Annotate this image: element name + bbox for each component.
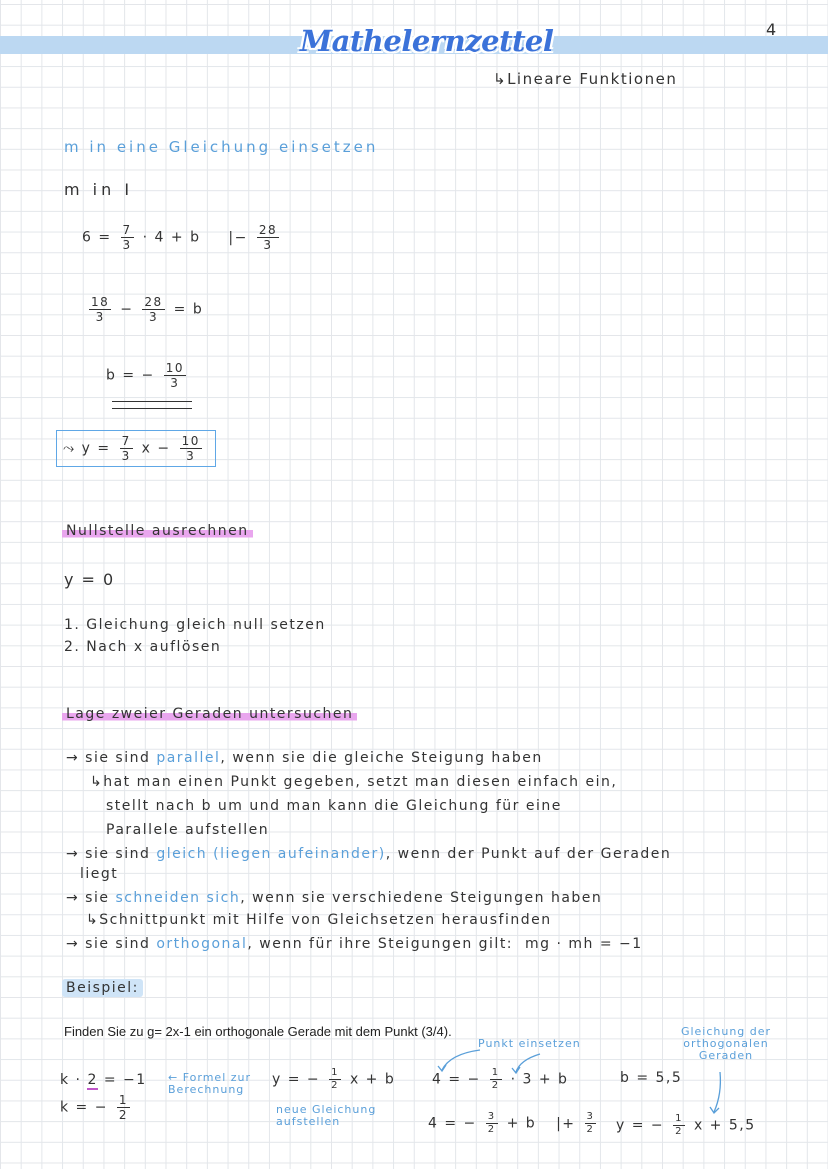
- result-box: [56, 430, 216, 467]
- eq1-right: · 4 + b: [142, 229, 201, 246]
- beispiel-label: Beispiel:: [62, 980, 143, 996]
- formel-note: ← Formel zur Berechnung: [168, 1071, 252, 1097]
- beispiel-task: Finden Sie zu g= 2x-1 ein orthogonale Gerade mit dem Punkt (3/4).: [64, 1024, 452, 1039]
- section-heading-lage: Lage zweier Geraden untersuchen: [62, 706, 357, 722]
- nullstelle-step-1: 1. Gleichung gleich null setzen: [64, 617, 326, 633]
- result-fraction-a: $\frac{7}{3}$: [121, 434, 131, 463]
- b-result: b = 5,5: [620, 1070, 683, 1086]
- gleichung-orthogonal-note: Gleichung der orthogonalen Geraden: [680, 1025, 772, 1063]
- point-equation-2: 4 = − $\frac{3}{2}$ + b |+ $\frac{3}{2}$: [428, 1111, 595, 1135]
- equation-3: [106, 362, 189, 389]
- neue-gleichung-note: neue Gleichung aufstellen: [276, 1103, 377, 1129]
- eq2-fraction-b: $\frac{28}{3}$: [144, 295, 163, 324]
- term-schneiden: schneiden sich: [115, 890, 241, 906]
- page-subtitle: ↳Lineare Funktionen: [493, 70, 678, 88]
- final-fraction: $\frac{1}{2}$: [675, 1113, 683, 1137]
- p2-fraction: $\frac{3}{2}$: [487, 1111, 496, 1135]
- bullet-parallel-sub-2: stellt nach b um und man kann die Gleichung für eine: [106, 798, 562, 814]
- eq2-minus: −: [120, 301, 134, 318]
- k-equation-2: k = − $\frac{1}{2}$: [60, 1093, 129, 1122]
- bullet-schneiden: → sie schneiden sich, wenn sie verschiedene Steigungen haben: [66, 890, 603, 906]
- eq1-left: 6 =: [82, 229, 112, 246]
- bullet-parallel: → sie sind parallel, wenn sie die gleiche Steigung haben: [66, 750, 543, 766]
- final-equation: y = − $\frac{1}{2}$ x + 5,5: [616, 1113, 756, 1137]
- result-fraction-b: $\frac{10}{3}$: [181, 434, 200, 463]
- page-number: 4: [766, 20, 778, 39]
- equation-1: [82, 224, 282, 251]
- bullet-parallel-sub-3: Parallele aufstellen: [106, 822, 270, 838]
- k-fraction: $\frac{1}{2}$: [118, 1093, 129, 1122]
- nullstelle-eq: y = 0: [64, 570, 115, 589]
- y-fraction: $\frac{1}{2}$: [331, 1067, 339, 1091]
- section-heading-nullstelle: Nullstelle ausrechnen: [62, 523, 253, 539]
- down-arrow-icon: [700, 1070, 730, 1118]
- eq3-left: b = −: [106, 367, 155, 384]
- section-heading-m-einsetzen: m in eine Gleichung einsetzen: [64, 138, 379, 156]
- eq1-fraction: $\frac{7}{3}$: [122, 223, 132, 252]
- p1-fraction: $\frac{1}{2}$: [491, 1067, 500, 1091]
- result-mid: x −: [141, 440, 171, 457]
- result-prefix: ⤳ y =: [63, 440, 111, 457]
- term-orthogonal: orthogonal: [156, 936, 248, 952]
- double-underline: [112, 401, 192, 409]
- eq2-right: = b: [173, 301, 204, 318]
- term-gleich: gleich (liegen aufeinander): [156, 846, 386, 862]
- bullet-orthogonal: → sie sind orthogonal, wenn für ihre Steigungen gilt: mg · mh = −1: [66, 936, 643, 952]
- bullet-gleich-sub: liegt: [80, 866, 119, 882]
- page-title: Mathelernzettel: [300, 24, 554, 58]
- bullet-schneiden-sub: ↳Schnittpunkt mit Hilfe von Gleichsetzen herausfinden: [86, 912, 552, 928]
- orthogonal-formula: mg · mh = −1: [524, 936, 643, 952]
- k-equation-slope: 2: [87, 1072, 98, 1088]
- eq3-fraction: $\frac{10}{3}$: [165, 361, 184, 390]
- equation-2: [86, 296, 203, 323]
- point-equation-1: 4 = − $\frac{1}{2}$ · 3 + b: [432, 1067, 569, 1091]
- eq1-operation: |−: [228, 229, 248, 246]
- eq2-fraction-a: $\frac{18}{3}$: [91, 295, 110, 324]
- bullet-parallel-sub-1: ↳hat man einen Punkt gegeben, setzt man diesen einfach ein,: [90, 774, 618, 790]
- term-parallel: parallel: [156, 750, 221, 766]
- p2-op-fraction: $\frac{3}{2}$: [586, 1111, 595, 1135]
- k-equation-1: k · 2 = −1: [60, 1072, 147, 1088]
- eq1-op-fraction: $\frac{28}{3}$: [258, 223, 278, 252]
- m-in-I: m in I: [64, 180, 134, 199]
- punkt-einsetzen-note: Punkt einsetzen: [478, 1037, 581, 1050]
- bullet-gleich: → sie sind gleich (liegen aufeinander), wenn der Punkt auf der Geraden: [66, 846, 672, 862]
- y-equation: y = − $\frac{1}{2}$ x + b: [272, 1067, 396, 1091]
- nullstelle-step-2: 2. Nach x auflösen: [64, 639, 222, 655]
